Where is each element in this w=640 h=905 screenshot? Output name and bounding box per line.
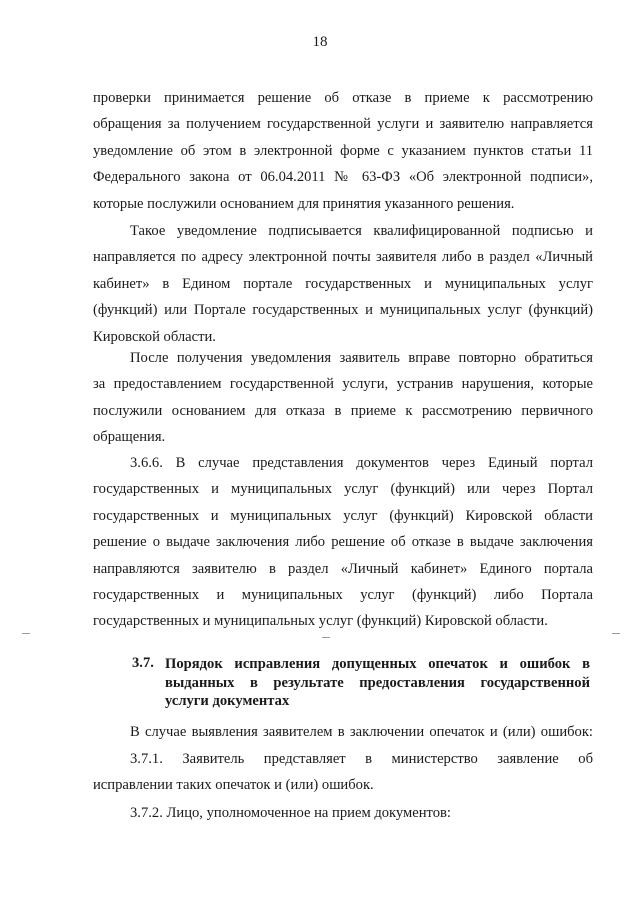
text-line: уведомление об этом в электронной форме с указанием пунктов статьи 11 bbox=[93, 142, 593, 159]
text-line: Федерального закона от 06.04.2011 № 63-ФЗ «Об электронной подписи», bbox=[93, 169, 593, 186]
text-line: за предоставлением государственной услуги, устранив нарушения, которые bbox=[93, 376, 593, 393]
page-number: 18 bbox=[312, 34, 328, 50]
text-line: кабинет» в Едином портале государственных и муниципальных услуг bbox=[93, 275, 593, 292]
text-line: 3.7.1. Заявитель представляет в министерство заявление об bbox=[130, 751, 593, 767]
text-line: направляется по адресу электронной почты заявителя либо в раздел «Личный bbox=[93, 249, 593, 266]
section-number: 3.7. bbox=[132, 655, 154, 671]
paragraph-3-7-2 bbox=[93, 800, 593, 826]
text-line: государственных и муниципальных услуг (функций) Кировской области bbox=[93, 507, 593, 524]
text-line: государственных и муниципальных услуг (функций) либо Портала bbox=[93, 587, 593, 604]
text-line: обращения. bbox=[93, 429, 166, 446]
text-line: послужили основанием для отказа в приеме к рассмотрению первичного bbox=[93, 402, 593, 419]
paragraph-2 bbox=[93, 218, 593, 350]
paragraph-3 bbox=[93, 345, 593, 451]
text-line: После получения уведомления заявитель вправе повторно обратиться bbox=[130, 350, 593, 366]
text-line: которые послужили основанием для принятия указанного решения. bbox=[93, 195, 515, 212]
heading-line: услуги документах bbox=[165, 693, 290, 709]
text-line: направляются заявителю в раздел «Личный кабинет» Единого портала bbox=[93, 560, 593, 577]
margin-mark bbox=[22, 633, 30, 634]
text-line: исправлении таких опечаток и (или) ошибок. bbox=[93, 777, 374, 794]
text-line: обращения за получением государственной услуги и заявителю направляется bbox=[93, 116, 593, 133]
text-line: государственных и муниципальных услуг (функций) или через Портал bbox=[93, 481, 593, 498]
paragraph-3-6-6 bbox=[93, 450, 593, 635]
text-line: государственных и муниципальных услуг (функций) Кировской области. bbox=[93, 613, 548, 630]
heading-line: Порядок исправления допущенных опечаток и ошибок в bbox=[165, 656, 590, 672]
paragraph-5 bbox=[93, 719, 593, 745]
text-line: проверки принимается решение об отказе в приеме к рассмотрению bbox=[93, 90, 593, 106]
section-heading bbox=[165, 655, 590, 711]
heading-line: выданных в результате предоставления государственной bbox=[165, 674, 590, 691]
text-line: (функций) или Портале государственных и муниципальных услуг (функций) bbox=[93, 302, 593, 319]
margin-mark bbox=[322, 637, 330, 638]
text-line: Такое уведомление подписывается квалифицированной подписью и bbox=[130, 223, 593, 239]
paragraph-3-7-1 bbox=[93, 746, 593, 799]
text-line: 3.7.2. Лицо, уполномоченное на прием документов: bbox=[130, 805, 451, 821]
text-line: В случае выявления заявителем в заключении опечаток и (или) ошибок: bbox=[130, 724, 593, 740]
text-line: решение о выдаче заключения либо решение об отказе в выдаче заключения bbox=[93, 534, 593, 551]
paragraph-1 bbox=[93, 85, 593, 217]
margin-mark bbox=[612, 633, 620, 634]
text-line: 3.6.6. В случае представления документов через Единый портал bbox=[130, 455, 593, 471]
text-line: Кировской области. bbox=[93, 328, 216, 345]
